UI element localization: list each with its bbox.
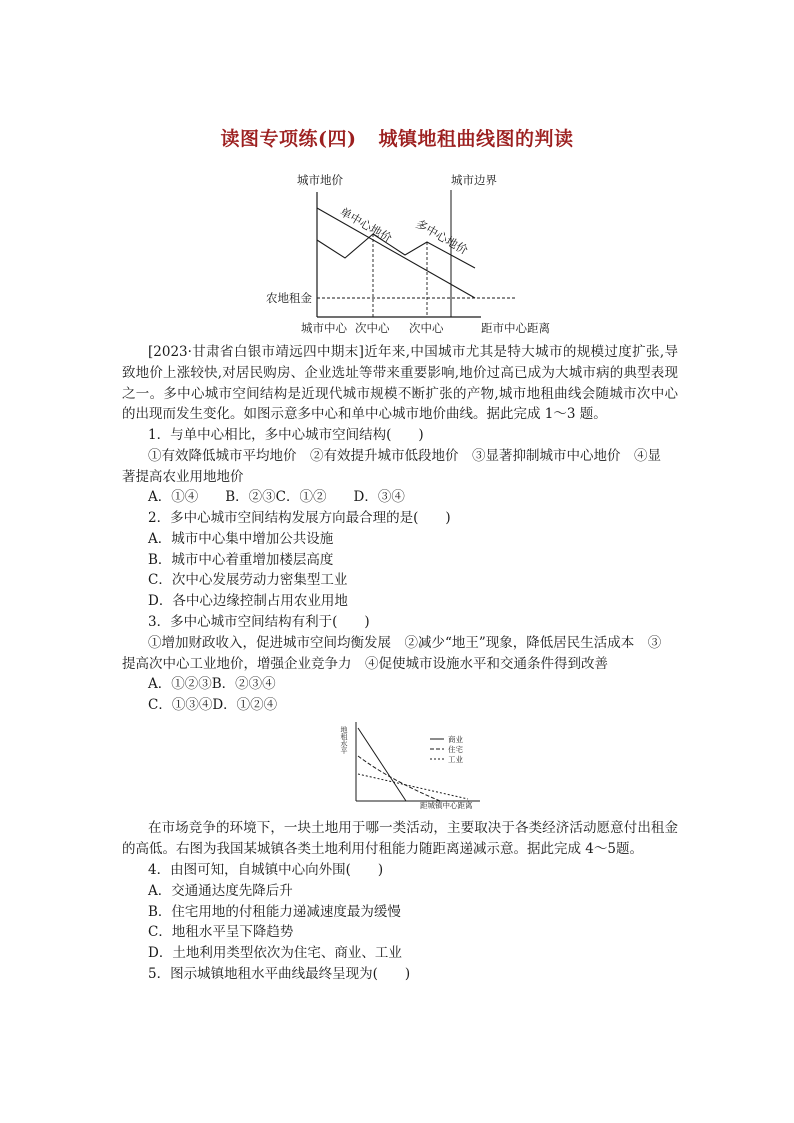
q5-stem: 5．图示城镇地租水平曲线最终呈现为( ): [148, 966, 411, 982]
fig1-boundary-label: 城市边界: [451, 173, 497, 187]
q4-option-b: B．住宅用地的付租能力递减速度最为缓慢: [148, 904, 401, 920]
fig1-single-curve-label: 单中心地价: [337, 204, 395, 246]
intro-paragraph-2: 在市场竞争的环境下，一块土地用于哪一类活动，主要取决于各类经济活动愿意付出租金的高低。右图为我国某城镇各类土地利用付租能力随距离递减示意。据此完成 4～5题。: [122, 820, 678, 857]
q2-option-d: D．各中心边缘控制占用农业用地: [148, 593, 348, 609]
fig1-x-axis-label: 距市中心距离: [481, 321, 550, 335]
q3-items-line1: ①增加财政收入，促进城市空间均衡发展 ②减少“地王”现象，降低居民生活成本 ③: [148, 635, 662, 651]
fig2-legend-commerce: 商业: [448, 735, 463, 744]
title-main: 读图专项练(四): [220, 128, 357, 150]
q1-items-line2: 著提高农业用地地价: [122, 468, 244, 485]
question-1: [122, 425, 678, 446]
fig2-x-axis-label: 距城镇中心距离: [420, 801, 473, 810]
q3-items-line2: 提高次中心工业地价，增强企业竞争力 ④促使城市设施水平和交通条件得到改善: [122, 655, 608, 672]
intro-paragraph-1: [2023·甘肃省白银市靖远四中期末]近年来,中国城市尤其是特大城市的规模过度扩张,导致地价上涨较快,对居民购房、企业选址等带来重要影响,地价过高已成为大城市病的典型表现之一。多中心城市空间结构是近现代城市规模不断扩张的产物,城市地租曲线会随城市次中心的出现而发生变化。如图示意多中心和单中心城市地价曲线。据此完成 1～3 题。: [122, 344, 678, 423]
fig2-y-axis-label: 地租水平: [340, 726, 348, 754]
title-sub: 城镇地租曲线图的判读: [378, 128, 574, 150]
q3-options-line2: C．①③④D．①②④: [148, 697, 278, 713]
q4-stem: 4．由图可知，自城镇中心向外围( ): [148, 862, 384, 878]
q3-stem: 3．多中心城市空间结构有利于( ): [148, 614, 370, 630]
fig1-x-city-center: 城市中心: [301, 321, 347, 335]
q4-option-d: D．土地利用类型依次为住宅、商业、工业: [148, 945, 402, 961]
q2-stem: 2．多中心城市空间结构发展方向最合理的是( ): [148, 510, 451, 526]
q1-options: A．①④ B．②③C．①② D．③④: [148, 489, 405, 505]
q1-items-line1: ①有效降低城市平均地价 ②有效提升城市低段地价 ③显著抑制城市中心地价 ④显: [148, 448, 661, 464]
fig2-legend-industry: 工业: [448, 755, 463, 764]
q1-items: [122, 446, 678, 488]
fig2-residential-line: [358, 756, 440, 801]
q3-options-line1: A．①②③B．②③④: [148, 676, 276, 692]
fig1-y-axis-label: 城市地价: [297, 173, 343, 187]
fig1-multi-curve-label: 多中心地价: [413, 216, 471, 258]
q2-option-a: A．城市中心集中增加公共设施: [148, 531, 334, 547]
fig2-legend-residential: 住宅: [448, 745, 463, 754]
page-title: [0, 124, 794, 151]
figure-bid-rent-curves: [340, 718, 490, 810]
q4-option-a: A．交通通达度先降后升: [148, 883, 293, 899]
q3-items: [122, 633, 678, 675]
fig1-farm-rent-label: 农地租金: [266, 291, 312, 305]
fig1-x-subcenter1: 次中心: [355, 321, 390, 335]
q2-option-c: C．次中心发展劳动力密集型工业: [148, 572, 348, 588]
q4-option-c: C．地租水平呈下降趋势: [148, 924, 294, 940]
q2-option-b: B．城市中心着重增加楼层高度: [148, 552, 334, 568]
fig2-commerce-line: [358, 728, 406, 801]
fig2-industry-line: [358, 774, 468, 799]
figure-land-price-curves: [255, 170, 565, 338]
fig1-x-subcenter2: 次中心: [409, 321, 444, 335]
q1-stem: 1．与单中心相比，多中心城市空间结构( ): [148, 427, 424, 443]
